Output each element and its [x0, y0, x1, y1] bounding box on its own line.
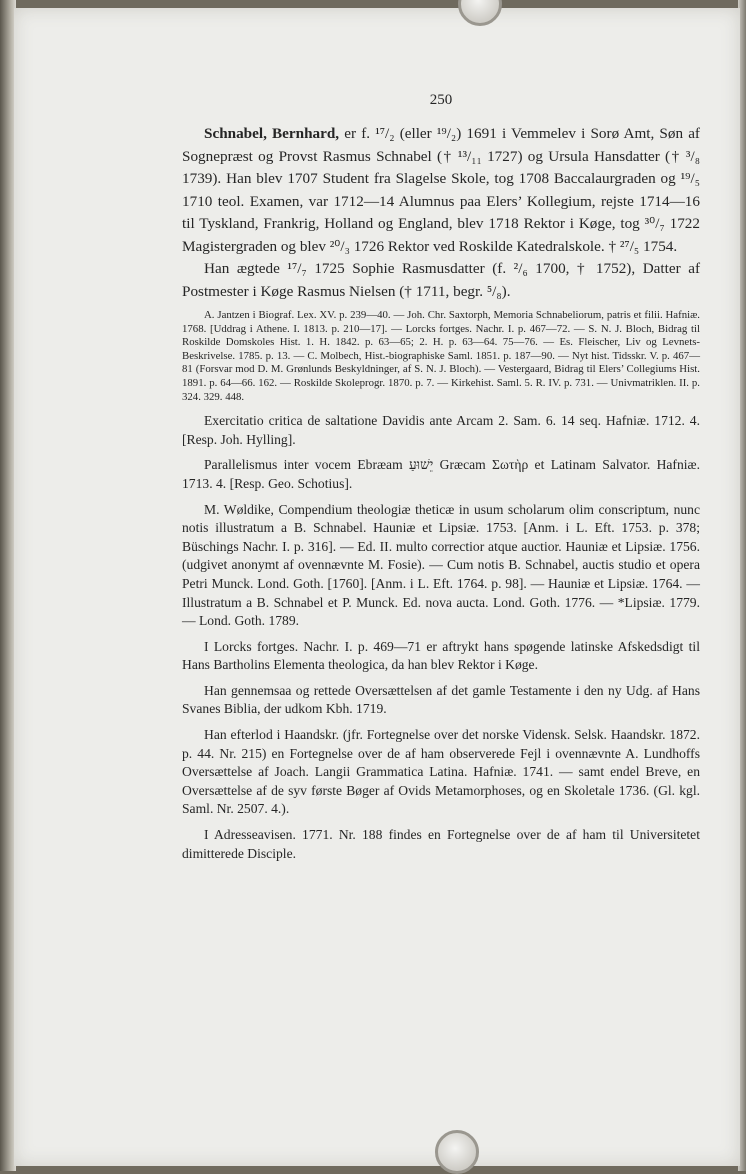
marriage-paragraph: Han ægtede ¹⁷/₇ 1725 Sophie Rasmusdatter (f. ²/₆ 1700, † 1752), Datter af Postmester i Køge Rasmus Nielsen († 1711, begr. ⁵/₈).: [182, 260, 700, 300]
document-page: [14, 8, 740, 1166]
work-entry: Han efterlod i Haandskr. (jfr. Fortegnelse over det norske Vidensk. Selsk. Haandskr. 1872. p. 44. Nr. 215) en Fortegnelse over de af ham observerede Fejl i ovennævnte A. Lundhoffs Oversættelse af Joach. Langii Grammatica Latina. Hafniæ. 1741. — samt endel Breve, en Oversættelse af de syv første Bøger af Ovids Metamorphoses, og en Skoletale 1736. (Gl. kgl. Saml. Nr. 2507. 4.).: [182, 727, 700, 817]
entry-heading-name: Schnabel, Bernhard,: [204, 125, 340, 142]
work-entry: I Adresseavisen. 1771. Nr. 188 findes en Fortegnelse over de af ham til Universitetet dimitterede Disciple.: [182, 827, 700, 861]
biography-paragraph: [182, 123, 700, 258]
biography-text: er f. ¹⁷/₂ (eller ¹⁹/₂) 1691 i Vemmelev i Sorø Amt, Søn af Sognepræst og Provst Rasmus Schnabel († ¹³/₁₁ 1727) og Ursula Hansdatter († ³/₈ 1739). Han blev 1707 Student fra Slagelse Skole, tog 1708 Baccalaurgraden og ¹⁹/₅ 1710 teol. Examen, var 1712—14 Alumnus paa Elers’ Kollegium, rejste 1714—16 til Tyskland, Frankrig, Holland og England, blev 1718 Rektor i Køge, tog ³⁰/₇ 1722 Magistergraden og blev ²⁰/₃ 1726 Rektor ved Roskilde Katedralskole. † ²⁷/₅ 1754.: [182, 125, 700, 255]
references-paragraph: A. Jantzen i Biograf. Lex. XV. p. 239—40. — Joh. Chr. Saxtorph, Memoria Schnabeliorum, patris et filii. Hafniæ. 1768. [Uddrag i Athene. I. 1813. p. 210—17]. — Lorcks fortges. Nachr. I. p. 467—72. — S. N. J. Bloch, Bidrag til Roskilde Domskoles Hist. 1. H. 1842. p. 63—65; 2. H. p. 63—64. 75—76. — Es. Fleischer, Liv og Levnets-Beskrivelse. 1785. p. 13. — C. Molbech, Hist.-biographiske Saml. 1851. p. 187—90. — Nyt hist. Tidsskr. V. p. 467—81 (Forsvar mod D. M. Grønlunds Beskyldninger, af S. N. J. Bloch). — Vestergaard, Bidrag til Elers’ Collegiums Hist. 1891. p. 64—66. 162. — Roskilde Skoleprogr. 1870. p. 7. — Kirkehist. Saml. 5. R. IV. p. 731. — Univmatriklen. II. p. 324. 329. 448.: [182, 309, 700, 403]
work-entry: M. Wøldike, Compendium theologiæ theticæ in usum scholarum olim conscriptum, nunc notis illustratum a B. Schnabel. Hauniæ et Lipsiæ. 1753. [Anm. i L. Eft. 1753. p. 378; Büschings Nachr. I. p. 316]. — Ed. II. multo correctior atque auctior. Hauniæ et Lipsiæ. 1756. (udgivet anonymt af ovennævnte M. Fosie). — Cum notis B. Schnabel, auctis studio et opera Petri Munck. Lond. Goth. [1760]. [Anm. i L. Eft. 1764. p. 98]. — Hauniæ et Lipsiæ. 1764. — Illustratum a B. Schnabel et P. Munck. Ed. nova aucta. Lond. Goth. 1776. — *Lipsiæ. 1779. — Lond. Goth. 1789.: [182, 501, 700, 629]
binding-ring-bottom: [435, 1130, 479, 1174]
page-number: 250: [429, 92, 453, 108]
work-entry: Exercitatio critica de saltatione Davidis ante Arcam 2. Sam. 6. 14 seq. Hafniæ. 1712. 4. [Resp. Joh. Hylling].: [182, 413, 700, 447]
page-text-block: [182, 92, 700, 870]
work-entry: Parallelismus inter vocem Ebræam יֵשׁוּעַ Græcam Σωτὴρ et Latinam Salvator. Hafniæ. 1713. 4. [Resp. Geo. Schotius].: [182, 457, 700, 491]
work-entry: I Lorcks fortges. Nachr. I. p. 469—71 er aftrykt hans spøgende latinske Afskedsdigt til Hans Bartholins Elementa theologica, da han blev Rektor i Køge.: [182, 638, 700, 673]
work-entry: Han gennemsaa og rettede Oversættelsen af det gamle Testamente i den ny Udg. af Hans Svanes Biblia, der udkom Kbh. 1719.: [182, 682, 700, 717]
